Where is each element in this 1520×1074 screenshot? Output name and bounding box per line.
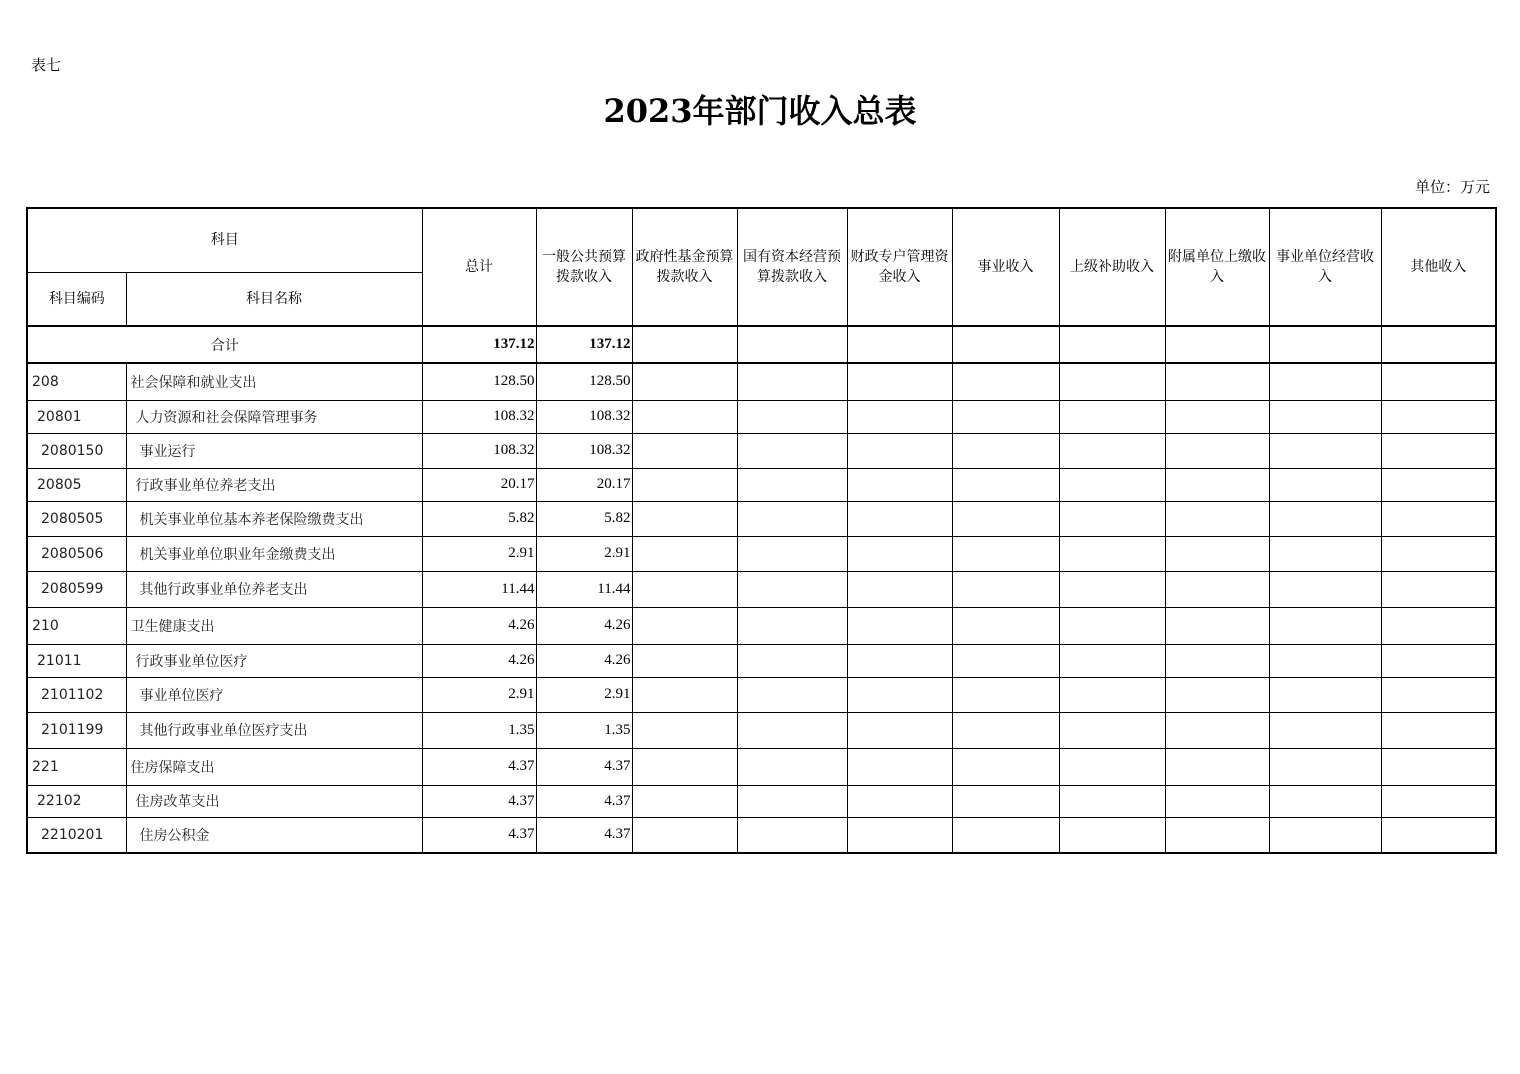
general-budget-cell: 108.32 [536, 400, 632, 433]
subject-code-cell: 2101102 [27, 677, 126, 712]
empty-cell [1381, 817, 1496, 853]
empty-cell [847, 433, 952, 468]
empty-cell [1165, 433, 1269, 468]
empty-cell [632, 817, 737, 853]
empty-cell [737, 785, 847, 817]
empty-cell [737, 712, 847, 748]
empty-cell [737, 433, 847, 468]
total-cell: 2.91 [422, 536, 536, 571]
empty-cell [1165, 748, 1269, 785]
table-row [27, 817, 1496, 853]
empty-cell [1381, 536, 1496, 571]
empty-cell [1381, 400, 1496, 433]
empty-cell [632, 607, 737, 644]
empty-cell [1381, 712, 1496, 748]
total-cell: 4.26 [422, 607, 536, 644]
empty-cell [632, 363, 737, 400]
general-budget-cell: 1.35 [536, 712, 632, 748]
header-affiliated-income: 附属单位上缴收入 [1165, 208, 1269, 326]
empty-cell [632, 468, 737, 501]
table-row [27, 501, 1496, 536]
empty-cell [1165, 712, 1269, 748]
header-other-income: 其他收入 [1381, 208, 1496, 326]
header-business-income: 事业收入 [952, 208, 1059, 326]
subject-name-cell: 行政事业单位养老支出 [126, 468, 422, 501]
general-budget-cell: 4.26 [536, 607, 632, 644]
empty-cell [1381, 748, 1496, 785]
subject-code-cell: 208 [27, 363, 126, 400]
empty-cell [737, 400, 847, 433]
empty-cell [847, 644, 952, 677]
empty-cell [1165, 817, 1269, 853]
empty-cell [632, 501, 737, 536]
empty-cell [632, 571, 737, 607]
empty-cell [1165, 785, 1269, 817]
total-cell: 4.26 [422, 644, 536, 677]
table-number-label: 表七 [31, 56, 62, 74]
empty-cell [1165, 468, 1269, 501]
empty-cell [1269, 644, 1381, 677]
header-general-budget: 一般公共预算拨款收入 [536, 208, 632, 326]
general-budget-cell: 5.82 [536, 501, 632, 536]
empty-cell [1059, 644, 1165, 677]
empty-cell [632, 400, 737, 433]
empty-cell [1269, 433, 1381, 468]
empty-cell [847, 536, 952, 571]
empty-cell [632, 748, 737, 785]
empty-cell [952, 571, 1059, 607]
empty-cell [1059, 677, 1165, 712]
income-table [26, 207, 1497, 854]
subject-name-cell: 机关事业单位基本养老保险缴费支出 [126, 501, 422, 536]
empty-cell [952, 785, 1059, 817]
empty-cell [1059, 785, 1165, 817]
empty-cell [1165, 644, 1269, 677]
header-subject-code: 科目编码 [27, 272, 126, 326]
table-row [27, 571, 1496, 607]
empty-cell [952, 677, 1059, 712]
header-superior-subsidy: 上级补助收入 [1059, 208, 1165, 326]
subject-name-cell: 机关事业单位职业年金缴费支出 [126, 536, 422, 571]
table-row [27, 363, 1496, 400]
income-table-body [27, 326, 1496, 853]
page-title: 2023年部门收入总表 [603, 92, 917, 130]
empty-cell [1381, 571, 1496, 607]
empty-cell [952, 433, 1059, 468]
empty-cell [1381, 785, 1496, 817]
total-cell: 5.82 [422, 501, 536, 536]
empty-cell [1059, 400, 1165, 433]
empty-cell [1269, 748, 1381, 785]
empty-cell [1269, 571, 1381, 607]
empty-cell [1269, 785, 1381, 817]
empty-cell [737, 644, 847, 677]
empty-cell [632, 712, 737, 748]
empty-cell [847, 677, 952, 712]
subject-code-cell: 20805 [27, 468, 126, 501]
empty-cell [952, 644, 1059, 677]
total-cell: 4.37 [422, 748, 536, 785]
empty-cell [632, 677, 737, 712]
empty-cell [847, 400, 952, 433]
empty-cell [952, 363, 1059, 400]
empty-cell [737, 571, 847, 607]
empty-cell [737, 363, 847, 400]
empty-cell [1269, 607, 1381, 644]
empty-cell [1381, 468, 1496, 501]
total-row [27, 326, 1496, 363]
empty-cell [1059, 571, 1165, 607]
subject-code-cell: 2210201 [27, 817, 126, 853]
general-budget-cell: 4.37 [536, 785, 632, 817]
total-cell: 4.37 [422, 785, 536, 817]
empty-cell [1269, 817, 1381, 853]
empty-cell [1165, 677, 1269, 712]
empty-cell [1381, 363, 1496, 400]
general-budget-cell: 128.50 [536, 363, 632, 400]
empty-cell [1059, 817, 1165, 853]
empty-cell [847, 817, 952, 853]
empty-cell [847, 607, 952, 644]
empty-cell [952, 400, 1059, 433]
empty-cell [1269, 536, 1381, 571]
header-gov-fund: 政府性基金预算拨款收入 [632, 208, 737, 326]
empty-cell [847, 785, 952, 817]
empty-cell [952, 536, 1059, 571]
empty-cell [737, 748, 847, 785]
header-total: 总计 [422, 208, 536, 326]
empty-cell [1269, 712, 1381, 748]
empty-cell [737, 817, 847, 853]
subject-name-cell: 人力资源和社会保障管理事务 [126, 400, 422, 433]
empty-cell [737, 468, 847, 501]
empty-cell [632, 433, 737, 468]
subject-name-cell: 事业运行 [126, 433, 422, 468]
empty-cell [952, 468, 1059, 501]
empty-cell [1381, 433, 1496, 468]
subject-name-cell: 住房公积金 [126, 817, 422, 853]
unit-label: 单位：万元 [1414, 178, 1490, 196]
subject-code-cell: 210 [27, 607, 126, 644]
total-cell: 20.17 [422, 468, 536, 501]
empty-cell [1059, 363, 1165, 400]
empty-cell [847, 712, 952, 748]
empty-cell [1165, 501, 1269, 536]
empty-cell [1269, 501, 1381, 536]
header-operating-income: 事业单位经营收入 [1269, 208, 1381, 326]
empty-cell [1165, 571, 1269, 607]
empty-cell [1059, 501, 1165, 536]
empty-cell [952, 501, 1059, 536]
total-label: 合计 [27, 326, 422, 363]
empty-cell [1381, 644, 1496, 677]
empty-cell [1059, 536, 1165, 571]
table-row [27, 468, 1496, 501]
empty-cell [1269, 468, 1381, 501]
total-cell: 4.37 [422, 817, 536, 853]
empty-cell [632, 536, 737, 571]
header-state-capital: 国有资本经营预算拨款收入 [737, 208, 847, 326]
subject-name-cell: 卫生健康支出 [126, 607, 422, 644]
subject-code-cell: 2080505 [27, 501, 126, 536]
total-cell: 1.35 [422, 712, 536, 748]
subject-code-cell: 21011 [27, 644, 126, 677]
empty-cell [847, 468, 952, 501]
total-general-budget-value: 137.12 [536, 326, 632, 363]
total-total-value: 137.12 [422, 326, 536, 363]
table-row [27, 748, 1496, 785]
general-budget-cell: 11.44 [536, 571, 632, 607]
empty-cell [632, 785, 737, 817]
empty-cell [1165, 400, 1269, 433]
table-row [27, 536, 1496, 571]
header-subject: 科目 [27, 208, 422, 272]
empty-cell [1269, 677, 1381, 712]
subject-name-cell: 其他行政事业单位养老支出 [126, 571, 422, 607]
total-cell: 2.91 [422, 677, 536, 712]
empty-cell [1381, 607, 1496, 644]
subject-name-cell: 社会保障和就业支出 [126, 363, 422, 400]
table-row [27, 433, 1496, 468]
general-budget-cell: 20.17 [536, 468, 632, 501]
empty-cell [847, 501, 952, 536]
empty-cell [737, 536, 847, 571]
empty-cell [1269, 363, 1381, 400]
subject-code-cell: 2101199 [27, 712, 126, 748]
empty-cell [847, 571, 952, 607]
subject-code-cell: 221 [27, 748, 126, 785]
total-cell: 108.32 [422, 433, 536, 468]
subject-name-cell: 住房保障支出 [126, 748, 422, 785]
table-row [27, 677, 1496, 712]
empty-cell [737, 677, 847, 712]
empty-cell [952, 748, 1059, 785]
empty-cell [847, 363, 952, 400]
subject-code-cell: 20801 [27, 400, 126, 433]
subject-name-cell: 行政事业单位医疗 [126, 644, 422, 677]
subject-code-cell: 2080599 [27, 571, 126, 607]
header-subject-name: 科目名称 [126, 272, 422, 326]
subject-code-cell: 22102 [27, 785, 126, 817]
empty-cell [737, 501, 847, 536]
table-row [27, 712, 1496, 748]
general-budget-cell: 4.37 [536, 748, 632, 785]
total-cell: 128.50 [422, 363, 536, 400]
empty-cell [1381, 677, 1496, 712]
general-budget-cell: 4.37 [536, 817, 632, 853]
empty-cell [1165, 607, 1269, 644]
general-budget-cell: 2.91 [536, 536, 632, 571]
empty-cell [1269, 400, 1381, 433]
empty-cell [1059, 607, 1165, 644]
general-budget-cell: 2.91 [536, 677, 632, 712]
empty-cell [737, 607, 847, 644]
general-budget-cell: 4.26 [536, 644, 632, 677]
empty-cell [1059, 748, 1165, 785]
header-fiscal-special: 财政专户管理资金收入 [847, 208, 952, 326]
empty-cell [1059, 712, 1165, 748]
empty-cell [1059, 468, 1165, 501]
empty-cell [1165, 363, 1269, 400]
subject-name-cell: 住房改革支出 [126, 785, 422, 817]
total-cell: 11.44 [422, 571, 536, 607]
subject-name-cell: 事业单位医疗 [126, 677, 422, 712]
empty-cell [952, 712, 1059, 748]
empty-cell [632, 644, 737, 677]
table-row [27, 785, 1496, 817]
subject-code-cell: 2080150 [27, 433, 126, 468]
general-budget-cell: 108.32 [536, 433, 632, 468]
empty-cell [1059, 433, 1165, 468]
total-cell: 108.32 [422, 400, 536, 433]
table-row [27, 400, 1496, 433]
empty-cell [1381, 501, 1496, 536]
empty-cell [1165, 536, 1269, 571]
empty-cell [952, 817, 1059, 853]
table-row [27, 607, 1496, 644]
table-row [27, 644, 1496, 677]
subject-name-cell: 其他行政事业单位医疗支出 [126, 712, 422, 748]
subject-code-cell: 2080506 [27, 536, 126, 571]
empty-cell [847, 748, 952, 785]
empty-cell [952, 607, 1059, 644]
